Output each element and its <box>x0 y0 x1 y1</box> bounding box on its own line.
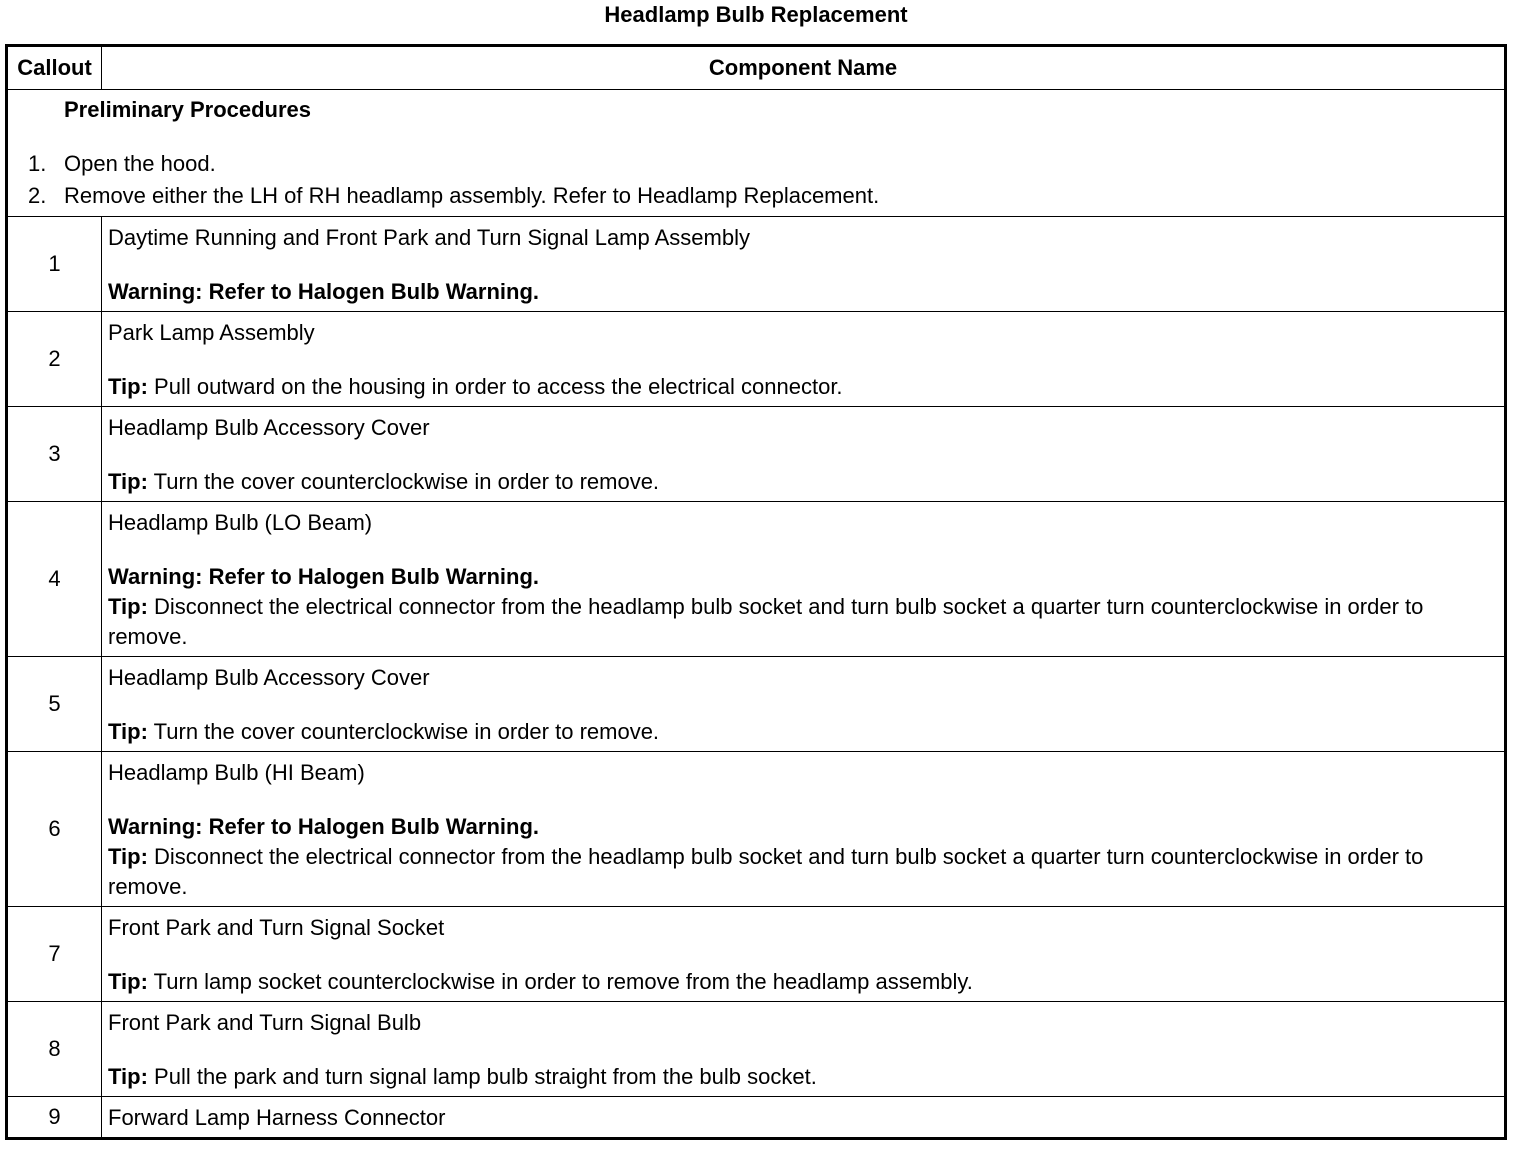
step-text: Open the hood. <box>64 151 216 176</box>
tip-label: Tip: <box>108 374 148 399</box>
tip-note <box>108 592 1498 652</box>
component-name: Forward Lamp Harness Connector <box>108 1105 446 1130</box>
table-row <box>7 217 1506 312</box>
component-cell <box>102 752 1506 907</box>
component-name: Headlamp Bulb Accessory Cover <box>108 415 430 440</box>
tip-text: Disconnect the electrical connector from the headlamp bulb socket and turn bulb socket a quarter turn counterclockwise in order to remove. <box>108 594 1424 649</box>
tip-note <box>108 372 1498 402</box>
warning-note: Warning: Refer to Halogen Bulb Warning. <box>108 814 540 839</box>
callout-number: 7 <box>7 907 102 1002</box>
tip-label: Tip: <box>108 469 148 494</box>
table-row <box>7 907 1506 1002</box>
callout-number: 2 <box>7 312 102 407</box>
tip-note <box>108 717 1498 747</box>
tip-text: Turn the cover counterclockwise in order to remove. <box>147 469 660 494</box>
table-row <box>7 752 1506 907</box>
tip-label: Tip: <box>108 594 148 619</box>
component-cell <box>102 217 1506 312</box>
step-number: 2. <box>28 183 47 208</box>
tip-text: Turn lamp socket counterclockwise in order to remove from the headlamp assembly. <box>147 969 973 994</box>
component-cell <box>102 502 1506 657</box>
callout-number: 3 <box>7 407 102 502</box>
component-name: Daytime Running and Front Park and Turn Signal Lamp Assembly <box>108 225 750 250</box>
warning-note: Warning: Refer to Halogen Bulb Warning. <box>108 279 540 304</box>
table-row <box>7 657 1506 752</box>
callout-number: 8 <box>7 1002 102 1097</box>
table-header-row <box>7 46 1506 90</box>
component-cell <box>102 1097 1506 1139</box>
callout-header: Callout <box>7 46 102 90</box>
table-row <box>7 312 1506 407</box>
callout-number: 6 <box>7 752 102 907</box>
tip-note <box>108 1062 1498 1092</box>
callout-number: 1 <box>7 217 102 312</box>
tip-note <box>108 967 1498 997</box>
component-name-header: Component Name <box>102 46 1506 90</box>
table-row <box>7 1097 1506 1139</box>
table-row <box>7 502 1506 657</box>
component-name: Headlamp Bulb (HI Beam) <box>108 760 365 785</box>
preliminary-procedures <box>7 90 1506 217</box>
component-cell <box>102 312 1506 407</box>
component-name: Headlamp Bulb (LO Beam) <box>108 510 373 535</box>
table-row <box>7 1002 1506 1097</box>
component-cell <box>102 407 1506 502</box>
component-cell <box>102 1002 1506 1097</box>
tip-label: Tip: <box>108 969 148 994</box>
step-number: 1. <box>28 151 47 176</box>
preliminary-title: Preliminary Procedures <box>64 97 312 122</box>
tip-text: Turn the cover counterclockwise in order to remove. <box>147 719 660 744</box>
step-text: Remove either the LH of RH headlamp assembly. Refer to Headlamp Replacement. <box>64 183 880 208</box>
document-title: Headlamp Bulb Replacement <box>604 2 908 27</box>
component-name: Headlamp Bulb Accessory Cover <box>108 665 430 690</box>
callout-number: 9 <box>7 1097 102 1139</box>
preliminary-step <box>28 148 1494 180</box>
table-row <box>7 407 1506 502</box>
tip-label: Tip: <box>108 1064 148 1089</box>
component-name: Front Park and Turn Signal Bulb <box>108 1010 422 1035</box>
callout-number: 4 <box>7 502 102 657</box>
preliminary-row <box>7 90 1506 217</box>
component-name: Park Lamp Assembly <box>108 320 315 345</box>
preliminary-step <box>28 180 1494 212</box>
warning-note: Warning: Refer to Halogen Bulb Warning. <box>108 564 540 589</box>
component-cell <box>102 657 1506 752</box>
tip-label: Tip: <box>108 719 148 744</box>
tip-label: Tip: <box>108 844 148 869</box>
tip-text: Pull the park and turn signal lamp bulb straight from the bulb socket. <box>147 1064 817 1089</box>
tip-text: Pull outward on the housing in order to access the electrical connector. <box>147 374 843 399</box>
tip-note <box>108 467 1498 497</box>
tip-text: Disconnect the electrical connector from the headlamp bulb socket and turn bulb socket a quarter turn counterclockwise in order to remove. <box>108 844 1424 899</box>
component-cell <box>102 907 1506 1002</box>
component-table <box>5 44 1507 1140</box>
tip-note <box>108 842 1498 902</box>
component-name: Front Park and Turn Signal Socket <box>108 915 445 940</box>
callout-number: 5 <box>7 657 102 752</box>
